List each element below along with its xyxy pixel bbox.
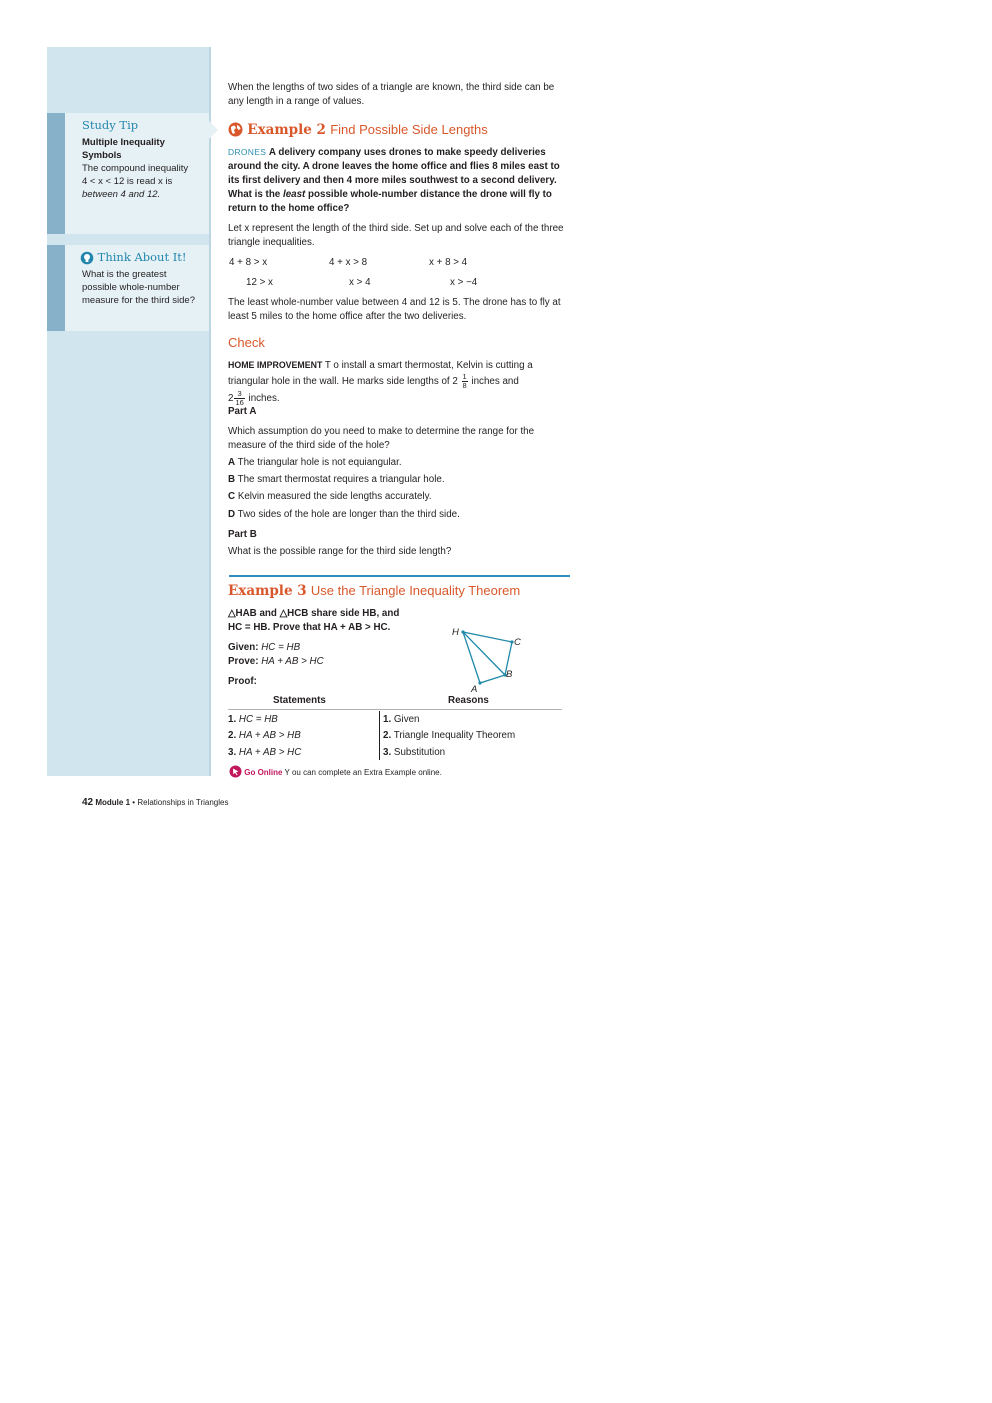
- think-bar: [47, 245, 65, 331]
- part-b-label: Part B: [228, 529, 257, 540]
- statement-line-1: △HAB and △HCB share side HB, and: [228, 608, 400, 619]
- option-c-text: Kelvin measured the side lengths accurately.: [237, 491, 432, 502]
- row-3-reason-num: 3.: [383, 747, 392, 758]
- col-reasons: Reasons: [448, 695, 489, 706]
- globe-icon: [228, 122, 243, 137]
- fraction-1: [462, 373, 468, 390]
- check-text-3: inches.: [245, 393, 280, 405]
- example-3-title-row: [228, 582, 572, 600]
- problem-text-b: possible whole-number distance the drone will fly to return to the home office?: [228, 189, 552, 214]
- inequality-2b: x > 4: [349, 277, 371, 288]
- proof-row-1: [228, 712, 278, 728]
- row-1-statement: HC = HB: [238, 714, 278, 725]
- study-tip-body-1: The compound inequality: [82, 163, 189, 174]
- option-d-letter: D: [228, 509, 236, 520]
- conclusion-text: The least whole-number value between 4 and 12 is 5. The drone has to fly at least 5 miles to the home office after the two deliveries.: [228, 297, 561, 322]
- prove-value: HA + AB > HC: [261, 656, 324, 667]
- given-value: HC = HB: [261, 642, 301, 653]
- think-title-row: [82, 251, 203, 265]
- row-3-statement: HA + AB > HC: [238, 747, 302, 758]
- proof-header: [228, 694, 562, 709]
- inequality-3b: x > −4: [450, 277, 478, 288]
- example-2-title: Find Possible Side Lengths: [330, 122, 488, 137]
- study-tip-body-2: 4 < x < 12 is read x is: [82, 176, 173, 187]
- prove-label: Prove:: [228, 656, 259, 667]
- problem-text-a: A delivery company uses drones to make speedy deliveries around the city. A drone leaves the home office and flies 8 miles east to its first delivery and then 4 more miles southwest to a second delivery. What is the: [228, 147, 560, 200]
- option-d-text: Two sides of the hole are longer than the third side.: [237, 509, 460, 520]
- proof-row-3-reason: [383, 745, 445, 761]
- think-about-it-box: [47, 245, 209, 331]
- row-1-reason-num: 1.: [383, 714, 392, 725]
- think-body: What is the greatest possible whole-number measure for the third side?: [82, 269, 196, 306]
- given-label: Given:: [228, 642, 259, 653]
- study-tip-bar: [47, 113, 65, 234]
- proof-row-3: [228, 745, 301, 761]
- option-c[interactable]: [228, 490, 572, 504]
- proof-label: Proof:: [228, 676, 257, 687]
- study-tip-box: [47, 113, 209, 234]
- option-c-letter: C: [228, 491, 236, 502]
- row-1-reason: Given: [393, 714, 420, 725]
- fraction-1-den: 8: [462, 381, 467, 390]
- given-row: [228, 641, 428, 655]
- inequality-1b: 12 > x: [246, 277, 273, 288]
- example-2-label: Example 2: [247, 122, 326, 138]
- fraction-2-num: 3: [234, 390, 244, 399]
- problem-least: least: [282, 189, 306, 200]
- option-a-text: The triangular hole is not equiangular.: [237, 457, 402, 468]
- footer-separator: •: [132, 798, 136, 807]
- row-2-statement: HA + AB > HB: [238, 730, 301, 741]
- example-2-problem: [228, 145, 572, 216]
- option-b[interactable]: [228, 473, 572, 487]
- proof-row-2-reason: [383, 728, 515, 744]
- row-2-num: 2.: [228, 730, 237, 741]
- inequality-1a: 4 + 8 > x: [229, 257, 268, 268]
- check-title: Check: [228, 335, 265, 350]
- proof-table: [228, 694, 562, 758]
- row-1-num: 1.: [228, 714, 237, 725]
- row-2-reason-num: 2.: [383, 730, 392, 741]
- option-a[interactable]: [228, 456, 572, 470]
- think-title: Think About It!: [97, 250, 187, 264]
- prove-row: [228, 655, 428, 669]
- example-3-title: Use the Triangle Inequality Theorem: [310, 583, 521, 598]
- page-number: 42: [82, 797, 94, 808]
- check-problem: [228, 358, 572, 407]
- check-text-1: T o install a smart thermostat, Kelvin is cutting a triangular hole in the wall. He marks side lengths of 2: [228, 360, 533, 388]
- proof-row-2: [228, 728, 301, 744]
- proof-row-1-reason: [383, 712, 420, 728]
- inequality-2a: 4 + x > 8: [329, 257, 368, 268]
- part-a-label: Part A: [228, 406, 257, 417]
- example-2-title-row: [228, 121, 572, 139]
- check-text-2: inches and: [468, 376, 519, 388]
- setup-text: Let x represent the length of the third side. Set up and solve each of the three triangle inequalities.: [228, 223, 564, 248]
- check-whole-2: 2: [228, 393, 234, 405]
- example-3-statement: [228, 607, 438, 635]
- sidebar-divider: [209, 47, 211, 776]
- study-tip-body-3: between 4 and 12.: [82, 189, 161, 200]
- vertex-b-label: B: [506, 669, 513, 680]
- footer-module: Module 1: [95, 798, 131, 807]
- go-online-row[interactable]: [229, 766, 442, 780]
- fraction-2-den: 16: [235, 398, 244, 407]
- study-tip-title: Study Tip: [82, 118, 139, 132]
- study-tip-heading: Multiple Inequality Symbols: [82, 137, 165, 161]
- footer-chapter: Relationships in Triangles: [137, 798, 229, 807]
- study-tip-notch: [209, 121, 218, 139]
- section-divider: [229, 575, 570, 577]
- option-a-letter: A: [228, 457, 236, 468]
- part-a-question: Which assumption do you need to make to determine the range for the measure of the third side of the hole?: [228, 426, 535, 451]
- vertex-a-label: A: [471, 684, 478, 695]
- inequality-3a: x + 8 > 4: [429, 257, 468, 268]
- go-online-text: Y ou can complete an Extra Example online.: [282, 768, 442, 777]
- row-3-reason: Substitution: [393, 747, 446, 758]
- option-b-text: The smart thermostat requires a triangular hole.: [237, 474, 445, 485]
- row-3-num: 3.: [228, 747, 237, 758]
- drones-tag: DRONES: [228, 147, 267, 157]
- intro-text: When the lengths of two sides of a triangle are known, the third side can be any length in a range of values.: [228, 82, 555, 107]
- cursor-click-icon: [229, 765, 242, 778]
- col-statements: Statements: [273, 695, 326, 706]
- example-3-label: Example 3: [228, 583, 307, 599]
- proof-header-rule: [228, 709, 562, 710]
- fraction-1-num: 1: [462, 372, 467, 381]
- quadrilateral-diagram: [445, 623, 535, 698]
- home-improvement-tag: HOME IMPROVEMENT: [228, 360, 323, 370]
- part-b-question: What is the possible range for the third side length?: [228, 546, 452, 557]
- proof-column-rule: [379, 711, 380, 760]
- option-d[interactable]: [228, 508, 572, 522]
- go-online-label[interactable]: Go Online: [244, 768, 283, 777]
- page-footer: [82, 797, 228, 808]
- vertex-h-label: H: [452, 627, 459, 638]
- statement-line-2: HC = HB. Prove that HA + AB > HC.: [228, 622, 391, 633]
- lightbulb-icon: [80, 251, 94, 265]
- option-b-letter: B: [228, 474, 236, 485]
- vertex-c-label: C: [514, 637, 521, 648]
- row-2-reason: Triangle Inequality Theorem: [393, 730, 516, 741]
